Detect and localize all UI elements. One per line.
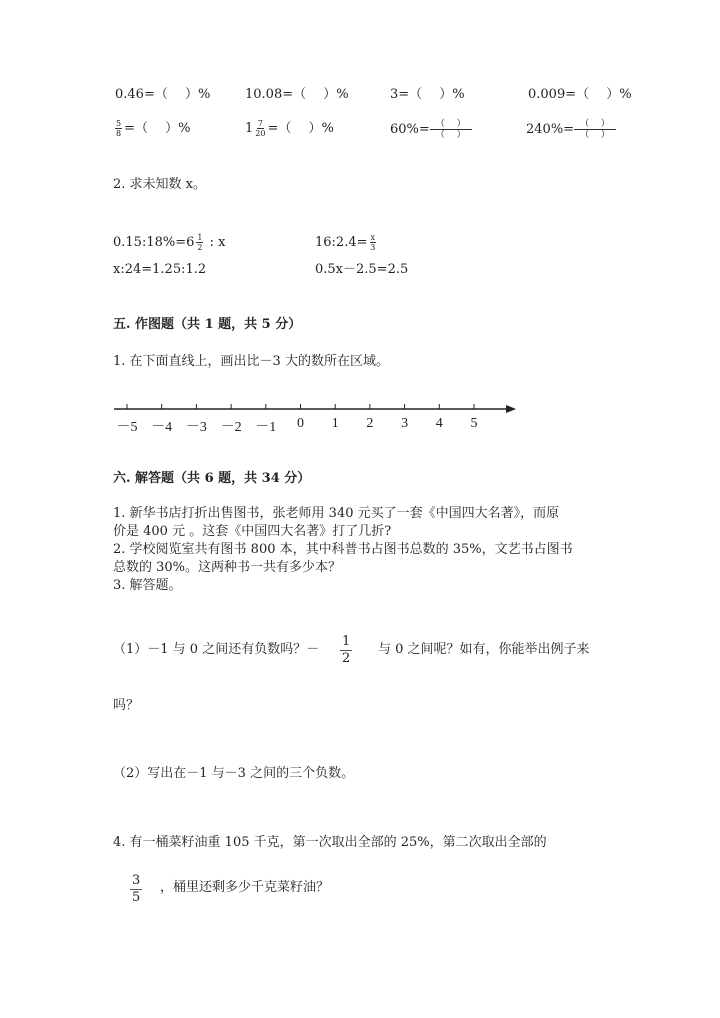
conv-item: 1 $\frac{7}{20}$ =（ ）% xyxy=(245,119,334,138)
sub-question: 与 0 之间呢？如有，你能举出例子来 xyxy=(378,642,590,657)
question-text: ，桶里还剩多少千克菜籽油？ xyxy=(160,880,330,895)
conv-item: 10.08=（ ）% xyxy=(245,87,349,102)
number-line-label: －3 xyxy=(185,420,207,435)
conv-item: $\frac{5}{8}$ =（ ）% xyxy=(116,119,191,138)
section-title: 六. 解答题（共 6 题，共 34 分） xyxy=(113,471,311,486)
number-line-label: 4 xyxy=(435,416,443,431)
conv-item: 240%= （ ） （ ） xyxy=(526,119,616,140)
number-line xyxy=(0,395,720,420)
question-text: 4. 有一桶菜籽油重 105 千克，第一次取出全部的 25%，第二次取出全部的 xyxy=(113,835,547,850)
number-line-label: －5 xyxy=(116,420,138,435)
fraction: 1 2 xyxy=(342,634,351,666)
equation: x:24=1.25:1.2 xyxy=(113,262,207,277)
sub-question: 吗？ xyxy=(113,698,140,713)
arrow-icon xyxy=(506,405,516,413)
conv-item: 0.46=（ ）% xyxy=(115,87,211,102)
section-title: 五. 作图题（共 1 题，共 5 分） xyxy=(113,317,302,332)
number-line-label: 3 xyxy=(401,416,409,431)
number-line-label: －2 xyxy=(220,420,242,435)
number-line-label: 2 xyxy=(366,416,374,431)
sub-question: （2）写出在－1 与－3 之间的三个负数。 xyxy=(113,766,355,781)
text-line: 2. 学校阅览室共有图书 800 本，其中科普书占图书总数的 35%，文艺书占图书 xyxy=(113,542,573,557)
number-line-label: －4 xyxy=(151,420,173,435)
sub-question: （1）－1 与 0 之间还有负数吗？－ xyxy=(113,642,320,657)
text-line: 价是 400 元 。这套《中国四大名著》打了几折? xyxy=(113,524,392,539)
fraction: 3 5 xyxy=(132,873,141,905)
conv-item: 3=（ ）% xyxy=(390,87,465,102)
text-line: 1. 新华书店打折出售图书，张老师用 340 元买了一套《中国四大名著》，而原 xyxy=(113,506,560,521)
number-line-label: 5 xyxy=(470,416,478,431)
question-text: 1. 在下面直线上，画出比－3 大的数所在区域。 xyxy=(113,354,389,369)
number-line-label: 0 xyxy=(297,416,304,431)
conv-item: 0.009=（ ）% xyxy=(528,87,632,102)
conv-item: 60%= （ ） （ ） xyxy=(390,119,472,140)
equation: 16:2.4= $\frac{x}{3}$ xyxy=(315,233,376,252)
equation: 0.5x－2.5=2.5 xyxy=(315,262,409,277)
number-line-label: －1 xyxy=(255,420,277,435)
equation: 0.15:18%=6 $\frac{1}{2}$ : x xyxy=(113,233,226,252)
text-line: 总数的 30%。这两种书一共有多少本？ xyxy=(113,560,342,575)
question-title: 2. 求未知数 x。 xyxy=(113,177,206,192)
number-line-label: 1 xyxy=(331,416,339,431)
text-line: 3. 解答题。 xyxy=(113,578,182,593)
question-paragraph xyxy=(113,505,613,595)
